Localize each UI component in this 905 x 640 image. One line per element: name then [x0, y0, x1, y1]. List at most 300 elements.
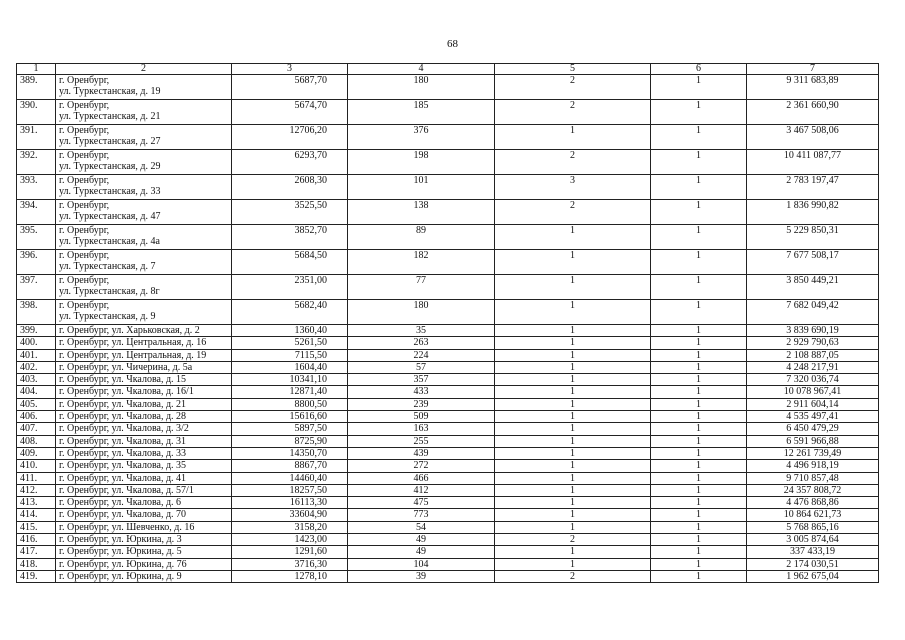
- address-line-street: ул. Туркестанская, д. 33: [59, 186, 161, 197]
- column-5-cell: 2: [495, 200, 651, 225]
- area-cell: 2351,00: [232, 275, 348, 300]
- row-number-cell: 407.: [17, 423, 56, 435]
- column-header: 6: [651, 64, 747, 75]
- residents-cell: 439: [348, 447, 495, 459]
- amount-cell: 12 261 739,49: [747, 447, 879, 459]
- table-row: [17, 374, 879, 386]
- area-cell: 3852,70: [232, 225, 348, 250]
- column-6-cell: 1: [651, 398, 747, 410]
- address-line-city: г. Оренбург, ул. Центральная, д. 19: [59, 349, 207, 361]
- column-5-cell: 1: [495, 337, 651, 349]
- column-6-cell: 1: [651, 200, 747, 225]
- area-cell: 2608,30: [232, 175, 348, 200]
- address-cell: [56, 546, 232, 558]
- residents-cell: 180: [348, 300, 495, 325]
- table-row: [17, 386, 879, 398]
- column-6-cell: 1: [651, 325, 747, 337]
- amount-cell: 3 467 508,06: [747, 125, 879, 150]
- column-header: 1: [17, 64, 56, 75]
- table-row: [17, 546, 879, 558]
- address-cell: [56, 484, 232, 496]
- row-number-cell: 395.: [17, 225, 56, 250]
- row-number-cell: 398.: [17, 300, 56, 325]
- row-number-cell: 400.: [17, 337, 56, 349]
- column-5-cell: 2: [495, 100, 651, 125]
- column-6-cell: 1: [651, 75, 747, 100]
- address-cell: [56, 447, 232, 459]
- amount-cell: 9 311 683,89: [747, 75, 879, 100]
- column-6-cell: 1: [651, 349, 747, 361]
- amount-cell: 5 229 850,31: [747, 225, 879, 250]
- column-6-cell: 1: [651, 275, 747, 300]
- row-number-cell: 404.: [17, 386, 56, 398]
- table-body: [17, 75, 879, 583]
- address-line-city: г. Оренбург, ул. Чкалова, д. 16/1: [59, 386, 194, 398]
- address-line-city: г. Оренбург,: [59, 100, 110, 111]
- amount-cell: 3 850 449,21: [747, 275, 879, 300]
- column-5-cell: 1: [495, 250, 651, 275]
- column-6-cell: 1: [651, 100, 747, 125]
- column-5-cell: 1: [495, 423, 651, 435]
- row-number-cell: 389.: [17, 75, 56, 100]
- row-number-cell: 399.: [17, 325, 56, 337]
- address-cell: [56, 150, 232, 175]
- area-cell: 5674,70: [232, 100, 348, 125]
- amount-cell: 9 710 857,48: [747, 472, 879, 484]
- row-number-cell: 409.: [17, 447, 56, 459]
- residents-cell: 773: [348, 509, 495, 521]
- amount-cell: 6 450 479,29: [747, 423, 879, 435]
- row-number-cell: 417.: [17, 546, 56, 558]
- amount-cell: 7 682 049,42: [747, 300, 879, 325]
- area-cell: 12706,20: [232, 125, 348, 150]
- residents-cell: 35: [348, 325, 495, 337]
- column-6-cell: 1: [651, 497, 747, 509]
- table-row: [17, 100, 879, 125]
- residents-cell: 89: [348, 225, 495, 250]
- area-cell: 8725,90: [232, 435, 348, 447]
- residents-cell: 412: [348, 484, 495, 496]
- address-cell: [56, 386, 232, 398]
- address-cell: [56, 570, 232, 582]
- area-cell: 1278,10: [232, 570, 348, 582]
- column-5-cell: 1: [495, 225, 651, 250]
- address-line-city: г. Оренбург,: [59, 150, 110, 161]
- residents-cell: 198: [348, 150, 495, 175]
- amount-cell: 2 174 030,51: [747, 558, 879, 570]
- address-cell: [56, 100, 232, 125]
- table-row: [17, 509, 879, 521]
- column-5-cell: 3: [495, 175, 651, 200]
- residents-cell: 185: [348, 100, 495, 125]
- column-5-cell: 1: [495, 325, 651, 337]
- column-5-cell: 2: [495, 570, 651, 582]
- column-header: 2: [56, 64, 232, 75]
- address-line-city: г. Оренбург,: [59, 275, 110, 286]
- area-cell: 14350,70: [232, 447, 348, 459]
- area-cell: 12871,40: [232, 386, 348, 398]
- table-row: [17, 250, 879, 275]
- column-6-cell: 1: [651, 225, 747, 250]
- residents-cell: 57: [348, 361, 495, 373]
- table-row: [17, 521, 879, 533]
- residents-cell: 357: [348, 374, 495, 386]
- residents-cell: 180: [348, 75, 495, 100]
- address-cell: [56, 521, 232, 533]
- residents-cell: 138: [348, 200, 495, 225]
- address-line-city: г. Оренбург, ул. Чкалова, д. 28: [59, 411, 187, 423]
- address-line-city: г. Оренбург, ул. Харьковская, д. 2: [59, 325, 200, 336]
- amount-cell: 10 078 967,41: [747, 386, 879, 398]
- address-line-street: ул. Туркестанская, д. 29: [59, 161, 161, 172]
- area-cell: 8800,50: [232, 398, 348, 410]
- address-line-city: г. Оренбург, ул. Чичерина, д. 5а: [59, 361, 193, 373]
- address-cell: [56, 250, 232, 275]
- residents-cell: 466: [348, 472, 495, 484]
- area-cell: 1604,40: [232, 361, 348, 373]
- address-cell: [56, 275, 232, 300]
- row-number-cell: 396.: [17, 250, 56, 275]
- area-cell: 15616,60: [232, 411, 348, 423]
- table-row: [17, 398, 879, 410]
- column-5-cell: 1: [495, 374, 651, 386]
- amount-cell: 6 591 966,88: [747, 435, 879, 447]
- column-6-cell: 1: [651, 250, 747, 275]
- residents-cell: 509: [348, 411, 495, 423]
- column-5-cell: 2: [495, 150, 651, 175]
- address-line-street: ул. Туркестанская, д. 19: [59, 86, 161, 97]
- amount-cell: 2 108 887,05: [747, 349, 879, 361]
- address-line-city: г. Оренбург, ул. Чкалова, д. 35: [59, 460, 187, 472]
- address-line-city: г. Оренбург, ул. Чкалова, д. 6: [59, 497, 182, 509]
- page-number: 68: [447, 38, 458, 50]
- address-line-city: г. Оренбург,: [59, 200, 110, 211]
- address-line-city: г. Оренбург, ул. Чкалова, д. 31: [59, 435, 187, 447]
- address-line-city: г. Оренбург, ул. Чкалова, д. 15: [59, 374, 187, 386]
- table-row: [17, 125, 879, 150]
- address-line-city: г. Оренбург, ул. Чкалова, д. 21: [59, 398, 187, 410]
- residents-cell: 39: [348, 570, 495, 582]
- area-cell: 3525,50: [232, 200, 348, 225]
- registry-table: [16, 63, 879, 583]
- column-6-cell: 1: [651, 386, 747, 398]
- address-cell: [56, 374, 232, 386]
- column-6-cell: 1: [651, 558, 747, 570]
- column-5-cell: 1: [495, 300, 651, 325]
- residents-cell: 224: [348, 349, 495, 361]
- address-cell: [56, 558, 232, 570]
- address-line-city: г. Оренбург,: [59, 225, 110, 236]
- table-row: [17, 423, 879, 435]
- table-row: [17, 460, 879, 472]
- row-number-cell: 405.: [17, 398, 56, 410]
- residents-cell: 376: [348, 125, 495, 150]
- address-line-city: г. Оренбург, ул. Шевченко, д. 16: [59, 521, 195, 533]
- address-cell: [56, 349, 232, 361]
- column-5-cell: 1: [495, 509, 651, 521]
- area-cell: 33604,90: [232, 509, 348, 521]
- table-row: [17, 484, 879, 496]
- address-cell: [56, 460, 232, 472]
- area-cell: 16113,30: [232, 497, 348, 509]
- row-number-cell: 415.: [17, 521, 56, 533]
- column-header: 3: [232, 64, 348, 75]
- amount-cell: 4 535 497,41: [747, 411, 879, 423]
- column-5-cell: 1: [495, 435, 651, 447]
- column-5-cell: 1: [495, 546, 651, 558]
- column-5-cell: 1: [495, 398, 651, 410]
- table-row: [17, 337, 879, 349]
- column-5-cell: 1: [495, 386, 651, 398]
- column-6-cell: 1: [651, 175, 747, 200]
- table-row: [17, 349, 879, 361]
- amount-cell: 4 476 868,86: [747, 497, 879, 509]
- row-number-cell: 410.: [17, 460, 56, 472]
- row-number-cell: 406.: [17, 411, 56, 423]
- address-line-street: ул. Туркестанская, д. 47: [59, 211, 161, 222]
- column-6-cell: 1: [651, 447, 747, 459]
- table-row: [17, 275, 879, 300]
- area-cell: 5682,40: [232, 300, 348, 325]
- table-row: [17, 225, 879, 250]
- row-number-cell: 402.: [17, 361, 56, 373]
- column-5-cell: 1: [495, 411, 651, 423]
- residents-cell: 104: [348, 558, 495, 570]
- column-5-cell: 1: [495, 521, 651, 533]
- column-5-cell: 1: [495, 447, 651, 459]
- row-number-cell: 392.: [17, 150, 56, 175]
- area-cell: 1291,60: [232, 546, 348, 558]
- address-cell: [56, 497, 232, 509]
- address-line-city: г. Оренбург,: [59, 300, 110, 311]
- address-cell: [56, 534, 232, 546]
- amount-cell: 3 839 690,19: [747, 325, 879, 337]
- address-line-city: г. Оренбург,: [59, 250, 110, 261]
- row-number-cell: 403.: [17, 374, 56, 386]
- residents-cell: 54: [348, 521, 495, 533]
- column-6-cell: 1: [651, 509, 747, 521]
- column-5-cell: 1: [495, 484, 651, 496]
- column-header: 5: [495, 64, 651, 75]
- address-line-city: г. Оренбург, ул. Чкалова, д. 41: [59, 472, 187, 484]
- address-cell: [56, 472, 232, 484]
- column-number-row: [17, 64, 879, 75]
- table-row: [17, 497, 879, 509]
- amount-cell: 1 836 990,82: [747, 200, 879, 225]
- address-line-street: ул. Туркестанская, д. 7: [59, 261, 156, 272]
- amount-cell: 2 361 660,90: [747, 100, 879, 125]
- address-line-street: ул. Туркестанская, д. 21: [59, 111, 161, 122]
- residents-cell: 101: [348, 175, 495, 200]
- area-cell: 14460,40: [232, 472, 348, 484]
- amount-cell: 2 929 790,63: [747, 337, 879, 349]
- column-6-cell: 1: [651, 435, 747, 447]
- column-5-cell: 1: [495, 497, 651, 509]
- column-header: 7: [747, 64, 879, 75]
- amount-cell: 4 248 217,91: [747, 361, 879, 373]
- residents-cell: 77: [348, 275, 495, 300]
- row-number-cell: 401.: [17, 349, 56, 361]
- row-number-cell: 391.: [17, 125, 56, 150]
- area-cell: 5687,70: [232, 75, 348, 100]
- address-cell: [56, 435, 232, 447]
- amount-cell: 3 005 874,64: [747, 534, 879, 546]
- address-cell: [56, 337, 232, 349]
- address-cell: [56, 125, 232, 150]
- residents-cell: 475: [348, 497, 495, 509]
- amount-cell: 5 768 865,16: [747, 521, 879, 533]
- table-row: [17, 300, 879, 325]
- residents-cell: 239: [348, 398, 495, 410]
- area-cell: 6293,70: [232, 150, 348, 175]
- row-number-cell: 419.: [17, 570, 56, 582]
- column-5-cell: 1: [495, 275, 651, 300]
- row-number-cell: 393.: [17, 175, 56, 200]
- address-cell: [56, 361, 232, 373]
- row-number-cell: 411.: [17, 472, 56, 484]
- column-6-cell: 1: [651, 300, 747, 325]
- amount-cell: 2 783 197,47: [747, 175, 879, 200]
- address-line-city: г. Оренбург, ул. Юркина, д. 76: [59, 558, 187, 570]
- column-5-cell: 1: [495, 460, 651, 472]
- residents-cell: 49: [348, 534, 495, 546]
- column-6-cell: 1: [651, 521, 747, 533]
- amount-cell: 7 677 508,17: [747, 250, 879, 275]
- table-row: [17, 472, 879, 484]
- table-row: [17, 534, 879, 546]
- address-cell: [56, 225, 232, 250]
- column-6-cell: 1: [651, 411, 747, 423]
- column-6-cell: 1: [651, 337, 747, 349]
- column-5-cell: 1: [495, 361, 651, 373]
- column-6-cell: 1: [651, 125, 747, 150]
- row-number-cell: 390.: [17, 100, 56, 125]
- column-5-cell: 2: [495, 534, 651, 546]
- table-row: [17, 361, 879, 373]
- address-cell: [56, 398, 232, 410]
- address-cell: [56, 175, 232, 200]
- amount-cell: 24 357 808,72: [747, 484, 879, 496]
- address-line-city: г. Оренбург, ул. Чкалова, д. 57/1: [59, 484, 194, 496]
- area-cell: 10341,10: [232, 374, 348, 386]
- address-line-city: г. Оренбург,: [59, 125, 110, 136]
- table-row: [17, 435, 879, 447]
- column-6-cell: 1: [651, 460, 747, 472]
- row-number-cell: 394.: [17, 200, 56, 225]
- area-cell: 3716,30: [232, 558, 348, 570]
- amount-cell: 1 962 675,04: [747, 570, 879, 582]
- residents-cell: 255: [348, 435, 495, 447]
- address-line-city: г. Оренбург, ул. Чкалова, д. 33: [59, 447, 187, 459]
- row-number-cell: 413.: [17, 497, 56, 509]
- column-6-cell: 1: [651, 423, 747, 435]
- address-cell: [56, 509, 232, 521]
- area-cell: 1360,40: [232, 325, 348, 337]
- residents-cell: 49: [348, 546, 495, 558]
- column-5-cell: 1: [495, 349, 651, 361]
- row-number-cell: 418.: [17, 558, 56, 570]
- amount-cell: 2 911 604,14: [747, 398, 879, 410]
- address-line-street: ул. Туркестанская, д. 4а: [59, 236, 160, 247]
- address-line-city: г. Оренбург, ул. Центральная, д. 16: [59, 337, 207, 349]
- column-6-cell: 1: [651, 150, 747, 175]
- residents-cell: 433: [348, 386, 495, 398]
- column-5-cell: 1: [495, 125, 651, 150]
- address-line-city: г. Оренбург, ул. Чкалова, д. 3/2: [59, 423, 189, 435]
- column-5-cell: 1: [495, 558, 651, 570]
- area-cell: 3158,20: [232, 521, 348, 533]
- table-row: [17, 75, 879, 100]
- table-row: [17, 411, 879, 423]
- table-row: [17, 325, 879, 337]
- area-cell: 5684,50: [232, 250, 348, 275]
- amount-cell: 337 433,19: [747, 546, 879, 558]
- table-row: [17, 570, 879, 582]
- area-cell: 7115,50: [232, 349, 348, 361]
- amount-cell: 10 864 621,73: [747, 509, 879, 521]
- address-line-street: ул. Туркестанская, д. 8г: [59, 286, 160, 297]
- column-6-cell: 1: [651, 361, 747, 373]
- address-cell: [56, 300, 232, 325]
- row-number-cell: 416.: [17, 534, 56, 546]
- table-row: [17, 150, 879, 175]
- amount-cell: 10 411 087,77: [747, 150, 879, 175]
- table-row: [17, 558, 879, 570]
- address-line-city: г. Оренбург,: [59, 75, 110, 86]
- residents-cell: 163: [348, 423, 495, 435]
- residents-cell: 263: [348, 337, 495, 349]
- column-5-cell: 2: [495, 75, 651, 100]
- address-line-city: г. Оренбург, ул. Юркина, д. 5: [59, 546, 182, 558]
- table-row: [17, 447, 879, 459]
- column-header: 4: [348, 64, 495, 75]
- row-number-cell: 412.: [17, 484, 56, 496]
- address-cell: [56, 75, 232, 100]
- row-number-cell: 397.: [17, 275, 56, 300]
- column-6-cell: 1: [651, 546, 747, 558]
- address-cell: [56, 325, 232, 337]
- row-number-cell: 408.: [17, 435, 56, 447]
- address-cell: [56, 200, 232, 225]
- column-6-cell: 1: [651, 472, 747, 484]
- table-row: [17, 175, 879, 200]
- address-cell: [56, 423, 232, 435]
- address-line-city: г. Оренбург, ул. Юркина, д. 9: [59, 570, 182, 582]
- residents-cell: 272: [348, 460, 495, 472]
- address-line-street: ул. Туркестанская, д. 9: [59, 311, 156, 322]
- table-row: [17, 200, 879, 225]
- address-line-city: г. Оренбург,: [59, 175, 110, 186]
- area-cell: 5261,50: [232, 337, 348, 349]
- area-cell: 1423,00: [232, 534, 348, 546]
- amount-cell: 7 320 036,74: [747, 374, 879, 386]
- address-cell: [56, 411, 232, 423]
- area-cell: 5897,50: [232, 423, 348, 435]
- area-cell: 18257,50: [232, 484, 348, 496]
- column-6-cell: 1: [651, 570, 747, 582]
- column-6-cell: 1: [651, 484, 747, 496]
- column-5-cell: 1: [495, 472, 651, 484]
- residents-cell: 182: [348, 250, 495, 275]
- address-line-city: г. Оренбург, ул. Юркина, д. 3: [59, 534, 182, 546]
- column-6-cell: 1: [651, 374, 747, 386]
- address-line-city: г. Оренбург, ул. Чкалова, д. 70: [59, 509, 187, 521]
- column-6-cell: 1: [651, 534, 747, 546]
- amount-cell: 4 496 918,19: [747, 460, 879, 472]
- address-line-street: ул. Туркестанская, д. 27: [59, 136, 161, 147]
- area-cell: 8867,70: [232, 460, 348, 472]
- row-number-cell: 414.: [17, 509, 56, 521]
